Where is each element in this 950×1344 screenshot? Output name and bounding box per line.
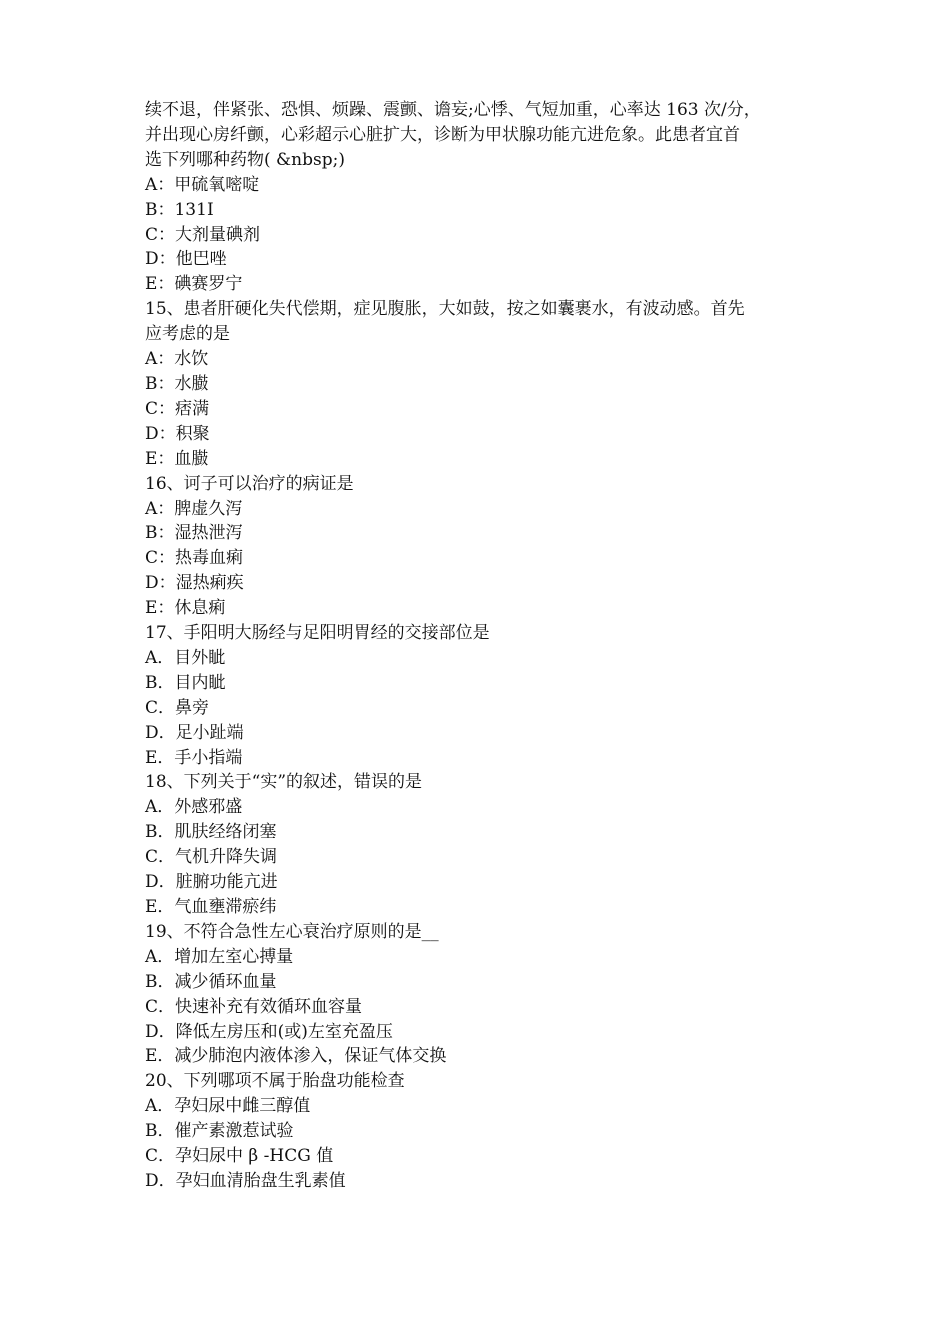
option-d: D．降低左房压和(或)左室充盈压 <box>145 1021 393 1042</box>
option-b: B：131I <box>145 199 214 220</box>
question-14-continued <box>145 98 835 297</box>
question-18 <box>145 770 835 919</box>
option-e: E．气血壅滞瘀纬 <box>145 897 277 917</box>
option-b: B：湿热泄泻 <box>145 523 243 544</box>
question-text-line: 17、手阳明大肠经与足阳明胃经的交接部位是 <box>145 623 490 644</box>
document-page <box>145 98 835 1194</box>
question-text-line: 16、诃子可以治疗的病证是 <box>145 473 354 494</box>
option-e: E：血臌 <box>145 448 209 469</box>
option-a: A：脾虚久泻 <box>145 498 243 519</box>
question-text-line: 19、不符合急性左心衰治疗原则的是__ <box>145 921 439 942</box>
option-e: E：碘赛罗宁 <box>145 274 243 295</box>
option-d: D：他巴唑 <box>145 249 227 270</box>
option-c: C：热毒血痢 <box>145 548 244 569</box>
option-b: B．减少循环血量 <box>145 971 277 992</box>
question-text-line: 15、患者肝硬化失代偿期，症见腹胀，大如鼓，按之如囊裹水，有波动感。首先 <box>145 299 745 320</box>
question-text-line: 续不退，伴紧张、恐惧、烦躁、震颤、谵妄;心悸、气短加重，心率达 163 次/分， <box>145 100 761 120</box>
option-c: C．鼻旁 <box>145 697 210 718</box>
option-d: D：积聚 <box>145 423 210 444</box>
option-e: E：休息痢 <box>145 598 226 619</box>
question-19 <box>145 920 835 1069</box>
option-b: B．催产素激惹试验 <box>145 1121 294 1142</box>
question-16 <box>145 472 835 621</box>
option-d: D．足小趾端 <box>145 722 244 743</box>
question-text-line: 选下列哪种药物( &nbsp;) <box>145 149 345 170</box>
option-d: D：湿热痢疾 <box>145 573 244 594</box>
option-a: A．孕妇尿中雌三醇值 <box>145 1096 311 1117</box>
question-17 <box>145 621 835 770</box>
question-text-line: 20、下列哪项不属于胎盘功能检查 <box>145 1071 405 1092</box>
option-a: A．目外眦 <box>145 647 226 668</box>
option-c: C：痞满 <box>145 398 210 419</box>
question-20 <box>145 1069 835 1194</box>
option-b: B：水臌 <box>145 373 209 394</box>
option-c: C．快速补充有效循环血容量 <box>145 996 363 1017</box>
option-b: B．肌肤经络闭塞 <box>145 822 277 843</box>
question-text-line: 并出现心房纤颤，心彩超示心脏扩大，诊断为甲状腺功能亢进危象。此患者宜首 <box>145 124 740 145</box>
question-text-line: 18、下列关于“实”的叙述，错误的是 <box>145 772 423 793</box>
option-c: C．气机升降失调 <box>145 847 278 868</box>
option-a: A：水饮 <box>145 349 209 370</box>
option-a: A．增加左室心搏量 <box>145 946 294 967</box>
option-d: D．孕妇血清胎盘生乳素值 <box>145 1170 346 1191</box>
option-d: D．脏腑功能亢进 <box>145 872 278 893</box>
option-e: E．减少肺泡内液体渗入，保证气体交换 <box>145 1046 447 1067</box>
option-a: A：甲硫氧嘧啶 <box>145 174 260 195</box>
option-c: C．孕妇尿中 β -HCG 值 <box>145 1146 334 1167</box>
question-15 <box>145 297 835 471</box>
option-e: E．手小指端 <box>145 747 243 768</box>
option-b: B．目内眦 <box>145 672 226 693</box>
option-c: C：大剂量碘剂 <box>145 224 261 245</box>
question-text-line: 应考虑的是 <box>145 324 230 345</box>
option-a: A．外感邪盛 <box>145 797 243 818</box>
